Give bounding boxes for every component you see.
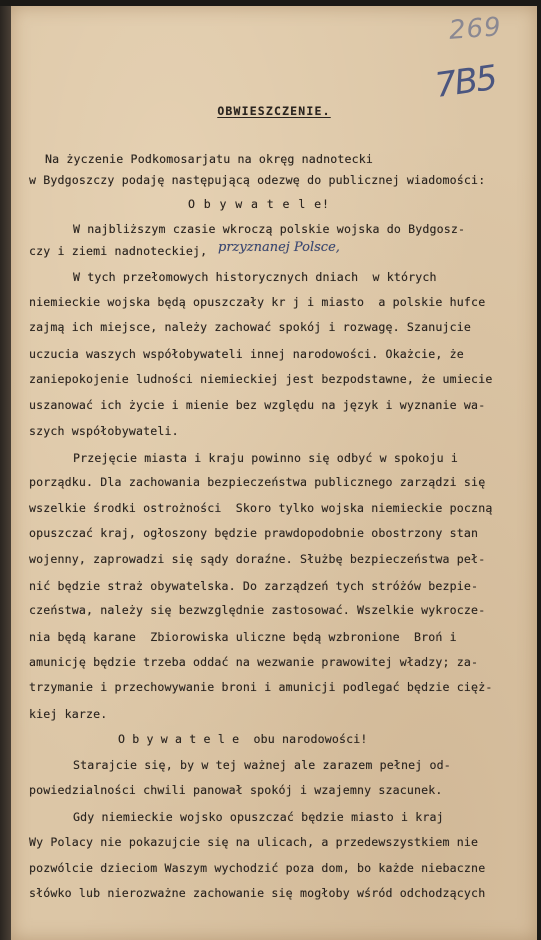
salutation-line: O b y w a t e l e! [188, 197, 330, 211]
text-line: wojenny, zaprowadzi się sądy doraźne. Służbę bezpieczeństwa peł- [29, 552, 486, 566]
archival-stamp-mark: 7B5 [432, 57, 499, 107]
text-line: powiedzialności chwili panował spokój i wzajemny szacunek. [29, 783, 443, 797]
text-line: szych współobywateli. [29, 424, 179, 438]
text-line: kiej karze. [29, 707, 108, 721]
text-line: Gdy niemieckie wojsko opuszczać będzie miasto i kraj [73, 810, 444, 824]
text-line: Starajcie się, by w tej ważnej ale zarazem pełnej od- [73, 758, 451, 772]
text-line: słówko lub nierozważne zachowanie się mogłoby wśród odchodzących [29, 886, 486, 900]
text-line: porządku. Dla zachowania bezpieczeństwa publicznego zarządzi się [29, 475, 486, 489]
text-line: W najbliższym czasie wkroczą polskie wojska do Bydgosz- [73, 222, 466, 236]
text-line: wszelkie środki ostrożności Skoro tylko wojska niemieckie poczną [29, 501, 493, 515]
text-line: opuszczać kraj, ogłoszony będzie prawdopodobnie obostrzony stan [29, 526, 479, 540]
text-line: Na życzenie Podkomosarjatu na okręg nadnotecki [45, 152, 373, 166]
document-title: OBWIESZCZENIE. [217, 104, 331, 118]
text-line: trzymanie i przechowywanie broni i amunicji podlegać będzie cięż- [29, 680, 493, 694]
text-line: czy i ziemi nadnoteckiej, [29, 244, 208, 258]
text-line: Przejęcie miasta i kraju powinno się odbyć w spokoju i [73, 451, 459, 465]
salutation-line: O b y w a t e l e obu narodowości! [118, 732, 368, 746]
text-line: uszanować ich życie i mienie bez względu na język i wyznanie wa- [29, 398, 486, 412]
text-line: nia będą karane Zbiorowiska uliczne będą wzbronione Broń i [29, 630, 457, 644]
text-line: zaniepokojenie ludności niemieckiej jest bezpodstawne, że umiecie [29, 372, 493, 386]
text-line: czeństwa, należy się bezwzględnie zastosować. Wszelkie wykrocze- [29, 603, 486, 617]
text-line: nić będzie straż obywatelska. Do zarządzeń tych stróżów bezpie- [29, 579, 479, 593]
document-page [11, 6, 537, 940]
text-line: pozwólcie dzieciom Waszym wychodzić poza dom, bo każde niebaczne [29, 861, 486, 875]
text-line: zajmą ich miejsce, należy zachować spokój i rozwagę. Szanujcie [29, 320, 472, 334]
handwritten-insert: przyznanej Polsce, [218, 240, 340, 255]
text-line: w Bydgoszczy podaję następującą odezwę do publicznej wiadomości: [29, 173, 486, 187]
text-line: W tych przełomowych historycznych dniach w których [73, 270, 437, 284]
archival-page-number: 269 [448, 12, 503, 46]
text-line: niemieckie wojska będą opuszczały kr j i miasto a polskie hufce [29, 295, 486, 309]
text-line: amunicję będzie trzeba oddać na wezwanie prawowitej władzy; za- [29, 655, 479, 669]
page-left-edge [0, 6, 11, 940]
text-line: Wy Polacy nie pokazujcie się na ulicach, a przedewszystkiem nie [29, 835, 479, 849]
text-line: uczucia waszych współobywateli innej narodowości. Okażcie, że [29, 347, 464, 361]
